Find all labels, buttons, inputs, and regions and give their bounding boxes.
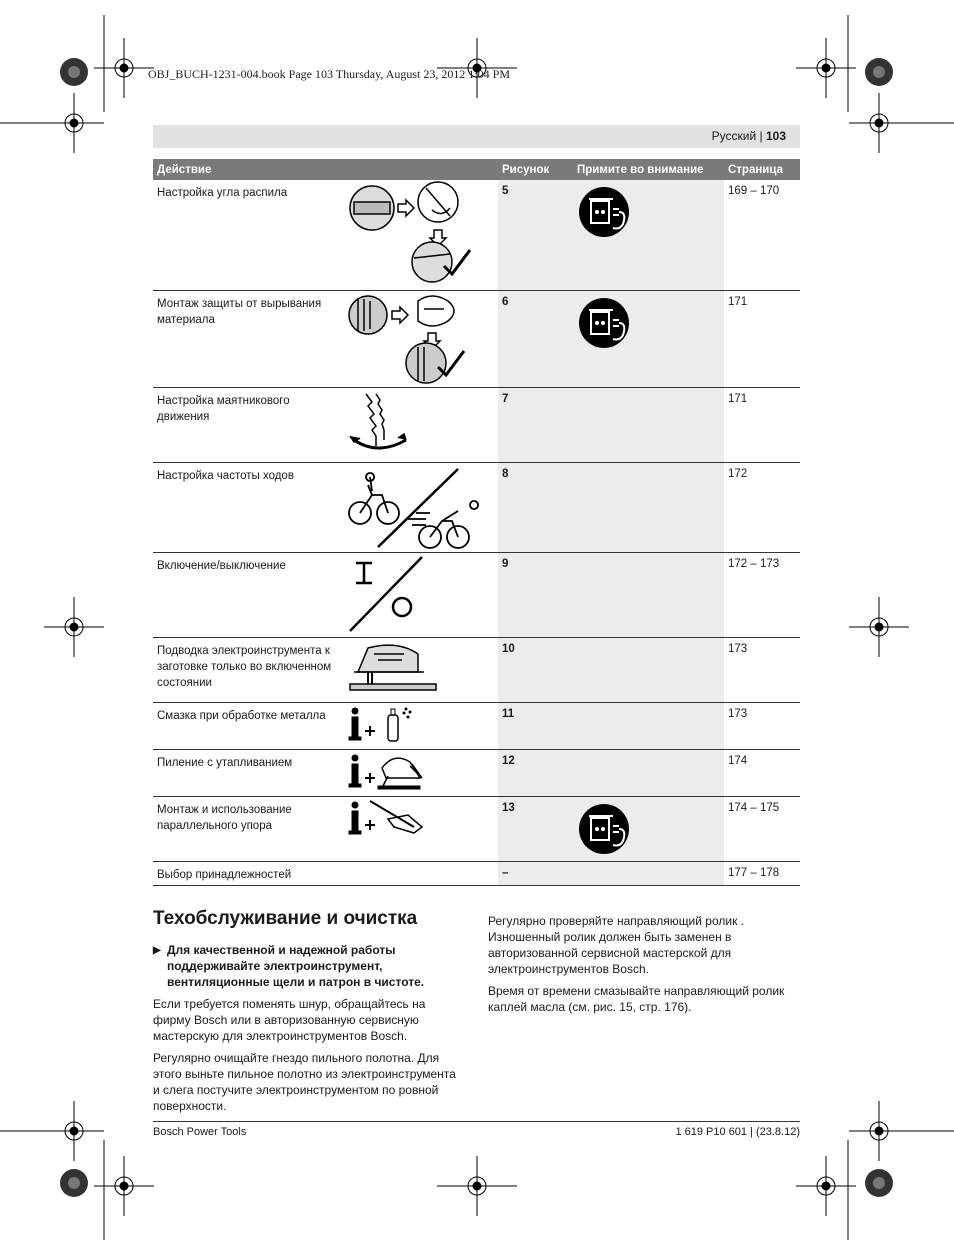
row-action: Пиление с утапливанием [153, 749, 348, 796]
lubrication-icon [348, 703, 498, 747]
table-row [153, 290, 800, 387]
table-header-row [153, 159, 800, 180]
table-row [153, 861, 800, 885]
footer-rule [153, 1121, 800, 1122]
row-page: 173 [724, 702, 800, 749]
row-action: Подводка электроинструмента к заготовке только во включенном состоянии [153, 637, 348, 702]
table-row [153, 702, 800, 749]
col-header-note: Примите во внимание [573, 159, 724, 180]
row-page: 172 [724, 462, 800, 552]
paragraph: Регулярно очищайте гнездо пильного полотна. Для этого выньте пильное полотно из электроинструмента и слега постучите электроинструментом по ровной поверхности. [153, 1051, 456, 1113]
table-row [153, 180, 800, 290]
header-page-number: 103 [765, 129, 786, 143]
row-action: Смазка при обработке металла [153, 702, 348, 749]
row-action: Настройка угла распила [153, 180, 348, 290]
header-language: Русский [711, 129, 757, 143]
paragraph: Время от времени смазывайте направляющий ролик каплей масла (см. рис. 15, стр. 176). [488, 984, 785, 1014]
splinter-guard-icon [348, 291, 498, 386]
row-figure: 7 [498, 387, 573, 462]
footer-doc-number: 1 619 P10 601 | (23.8.12) [675, 1126, 800, 1138]
row-action: Настройка маятникового движения [153, 387, 348, 462]
cutting-angle-icon [348, 180, 498, 284]
row-page: 172 – 173 [724, 552, 800, 637]
left-column [153, 942, 458, 1120]
row-figure: 13 [498, 796, 573, 861]
table-row [153, 387, 800, 462]
parallel-guide-icon [348, 797, 498, 841]
row-figure: 9 [498, 552, 573, 637]
col-header-figure: Рисунок [498, 159, 573, 180]
print-slug: OBJ_BUCH-1231-004.book Page 103 Thursday, August 23, 2012 1:04 PM [148, 67, 511, 81]
table-row [153, 552, 800, 637]
bullet-text: Для качественной и надежной работы поддерживайте электроинструмент, вентиляционные щели и патрон в чистоте. [167, 943, 425, 989]
paragraph: Регулярно проверяйте направляющий ролик . Изношенный ролик должен быть заменен в авторизованной сервисной мастерской для электроинструментов Bosch. [488, 914, 745, 976]
page-header: Русский | 103 [153, 125, 800, 148]
row-action: Выбор принадлежностей [153, 861, 348, 885]
row-action: Монтаж и использование параллельного упора [153, 796, 348, 861]
row-page: 173 [724, 637, 800, 702]
row-figure: 12 [498, 749, 573, 796]
row-figure: 5 [498, 180, 573, 290]
table-row [153, 637, 800, 702]
section-title: Техобслуживание и очистка [153, 908, 418, 929]
bullet-triangle-icon: ▶ [153, 945, 161, 956]
row-page: 171 [724, 387, 800, 462]
table-row [153, 796, 800, 861]
row-page: 169 – 170 [724, 180, 800, 290]
operations-table [153, 159, 800, 886]
col-header-action: Действие [153, 159, 498, 180]
row-action: Включение/выключение [153, 552, 348, 637]
unplug-icon [577, 296, 631, 350]
row-page: 174 – 175 [724, 796, 800, 861]
jigsaw-workpiece-icon [348, 638, 498, 700]
row-figure: 6 [498, 290, 573, 387]
table-row [153, 462, 800, 552]
footer-brand: Bosch Power Tools [153, 1126, 247, 1138]
col-header-page: Страница [724, 159, 800, 180]
row-page: 174 [724, 749, 800, 796]
stroke-rate-icon [348, 463, 498, 551]
row-action: Настройка частоты ходов [153, 462, 348, 552]
table-row [153, 749, 800, 796]
row-action: Монтаж защиты от вырывания материала [153, 290, 348, 387]
pendulum-action-icon [348, 388, 498, 460]
paragraph: Если требуется поменять шнур, обращайтесь на фирму Bosch или в авторизованную сервисную мастерскую для электроинструментов Bosch. [153, 997, 426, 1043]
row-page: 171 [724, 290, 800, 387]
plunge-cut-icon [348, 750, 498, 794]
row-figure: 11 [498, 702, 573, 749]
right-column [488, 913, 800, 1021]
row-figure: 10 [498, 637, 573, 702]
row-figure: 8 [498, 462, 573, 552]
on-off-icon [348, 553, 498, 635]
unplug-icon [577, 185, 631, 239]
row-page: 177 – 178 [724, 861, 800, 885]
unplug-icon [577, 802, 631, 856]
row-figure: – [498, 861, 573, 885]
